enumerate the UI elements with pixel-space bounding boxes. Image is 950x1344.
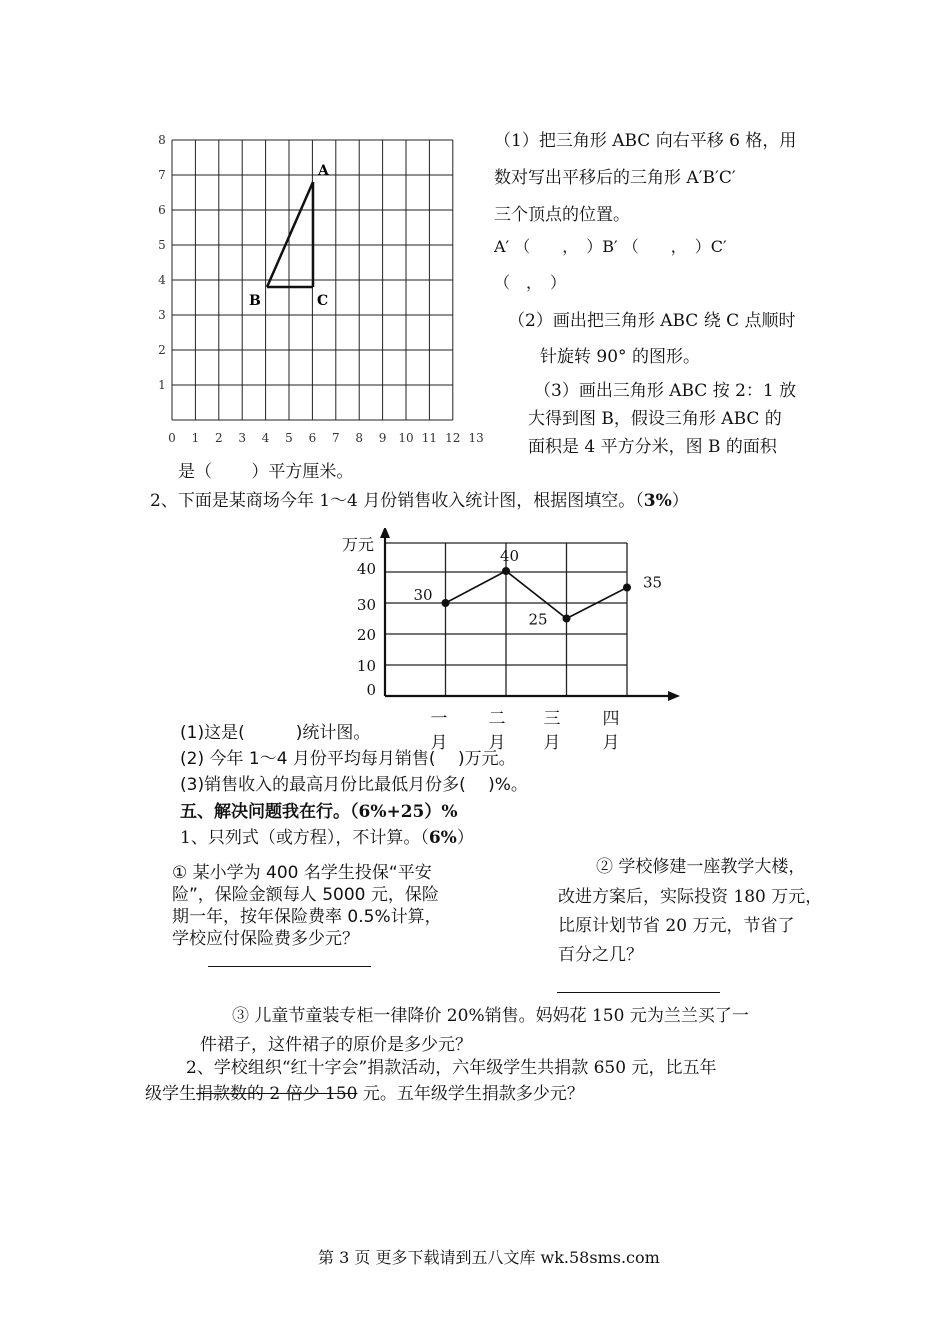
grid-y-tick: 8 [158, 135, 166, 147]
vertex-label-a: A [318, 163, 329, 179]
problem3-line1: ③ 儿童节童装专柜一律降价 20%销售。妈妈花 150 元为兰兰买了一 [232, 1006, 749, 1026]
page-footer: 第 3 页 更多下载请到五八文库 wk.58sms.com [318, 1248, 660, 1267]
chart-category-label: 一 [430, 709, 448, 729]
problem2-line4: 百分之几？ [558, 945, 643, 965]
grid-x-tick: 13 [468, 431, 484, 445]
q2-title-main: 2、下面是某商场今年 1～4 月份销售收入统计图，根据图填空。（ [150, 491, 644, 511]
section5-q2-line2-struck: 捐款数的 2 倍少 150 [196, 1084, 358, 1104]
grid-y-tick: 5 [158, 238, 166, 252]
grid-x-tick: 0 [168, 431, 176, 445]
section5-q1 [180, 823, 474, 848]
section5-q2-line2-c: 元。五年级学生捐款多少元？ [357, 1084, 584, 1104]
chart-y-arrow [380, 528, 390, 538]
chart-y-tick: 40 [356, 560, 376, 578]
grid-x-tick: 7 [331, 431, 340, 445]
problem1-line1: ① 某小学为 400 名学生投保“平安 [172, 863, 432, 883]
grid-x-tick: 3 [238, 431, 247, 445]
q2-title [150, 486, 689, 511]
problem2-line1: ② 学校修建一座教学大楼， [596, 857, 806, 877]
section5-heading: 五、解决问题我在行。（6%+25）% [180, 802, 458, 822]
q1-line4: A′ （ ， ）B′ （ ， ）C′ [494, 237, 727, 256]
grid-x-tick: 10 [398, 431, 414, 445]
chart-data-label: 40 [500, 547, 520, 565]
chart-category-label: 月 [488, 733, 506, 753]
grid-x-tick: 5 [285, 431, 293, 445]
q1-line6: （2）画出把三角形 ABC 绕 C 点顺时 [508, 311, 796, 331]
chart-y-tick: 30 [356, 596, 376, 614]
q2-title-percent: 3% [643, 491, 672, 511]
vertex-label-b: B [249, 293, 261, 309]
chart-point [442, 599, 450, 607]
section5-q1-end: ） [456, 828, 474, 848]
q2-sub1: (1)这是( )统计图。 [180, 723, 371, 743]
problem1-answer-line [208, 966, 371, 967]
grid-x-tick: 9 [378, 431, 387, 445]
problem3-line2: 件裙子，这件裙子的原价是多少元？ [200, 1035, 472, 1055]
chart-point [563, 615, 571, 623]
coordinate-grid [150, 135, 485, 450]
grid-y-tick: 3 [158, 308, 166, 322]
grid-x-tick: 4 [261, 431, 270, 445]
chart-y-tick: 10 [356, 657, 376, 675]
chart-category-label: 月 [430, 733, 448, 753]
chart-data-label: 35 [643, 573, 663, 592]
triangle-side-ab [267, 182, 313, 287]
chart-data-label: 30 [413, 586, 433, 604]
grid-x-tick: 2 [214, 431, 223, 445]
problem2-line3: 比原计划节省 20 万元，节省了 [558, 916, 795, 936]
grid-x-tick: 11 [421, 431, 438, 445]
chart-category-label: 三 [543, 709, 561, 729]
grid-x-tick: 6 [308, 431, 317, 445]
problem1-line2: 险”，保险金额每人 5000 元，保险 [172, 885, 439, 905]
q1-line10: 面积是 4 平方分米，图 B 的面积 [528, 437, 777, 457]
chart-category-label: 四 [602, 709, 620, 729]
grid-x-tick: 12 [445, 431, 461, 445]
q1-line5: （ ， ） [494, 273, 567, 292]
grid-y-tick: 7 [158, 168, 166, 182]
chart-point [502, 567, 510, 575]
q1-line2: 数对写出平移后的三角形 A′B′C′ [494, 168, 736, 188]
section5-q1-text: 1、只列式（或方程），不计算。（ [180, 828, 429, 848]
q1-line9: 大得到图 B，假设三角形 ABC 的 [528, 409, 782, 429]
problem1-line4: 学校应付保险费多少元？ [172, 929, 359, 949]
q2-title-end: ） [671, 491, 689, 511]
chart-data-label: 25 [528, 610, 548, 629]
chart-point [623, 584, 631, 592]
q1-line1: （1）把三角形 ABC 向右平移 6 格，用 [494, 131, 797, 151]
section5-q2-line2-a: 级学生 [145, 1084, 196, 1104]
chart-x-arrow [668, 691, 680, 701]
chart-y-tick: 20 [356, 626, 376, 644]
problem2-answer-line [557, 992, 720, 993]
q1-line8: （3）画出三角形 ABC 按 2：1 放 [534, 381, 797, 401]
grid-y-tick: 6 [158, 203, 166, 217]
q1-line7: 针旋转 90° 的图形。 [540, 347, 700, 367]
chart-category-label: 二 [488, 709, 506, 729]
q2-sub2: (2) 今年 1～4 月份平均每月销售( )万元。 [180, 749, 516, 769]
section5-q2-line1: 2、学校组织“红十字会”捐款活动，六年级学生共捐款 650 元，比五年 [186, 1058, 717, 1078]
q1-line11: 是（ ）平方厘米。 [178, 462, 354, 482]
grid-x-tick: 8 [355, 431, 364, 445]
section5-q1-percent: 6% [428, 828, 457, 848]
grid-x-tick: 1 [191, 431, 200, 445]
grid-y-tick: 4 [158, 273, 166, 287]
problem2-line2: 改进方案后，实际投资 180 万元， [558, 887, 823, 907]
chart-category-label: 月 [602, 733, 620, 753]
grid-y-tick: 1 [158, 378, 166, 392]
chart-category-label: 月 [543, 733, 561, 753]
grid-y-tick: 2 [158, 343, 166, 357]
q2-sub3: (3)销售收入的最高月份比最低月份多( )%。 [180, 775, 528, 795]
problem1-line3: 期一年，按年保险费率 0.5%计算， [172, 907, 442, 927]
sales-line-chart [330, 528, 690, 758]
chart-y-tick: 0 [366, 681, 376, 699]
chart-y-label: 万元 [342, 535, 375, 554]
section5-q2-line2 [145, 1079, 584, 1104]
vertex-label-c: C [317, 293, 329, 309]
q1-line3: 三个顶点的位置。 [494, 205, 630, 225]
